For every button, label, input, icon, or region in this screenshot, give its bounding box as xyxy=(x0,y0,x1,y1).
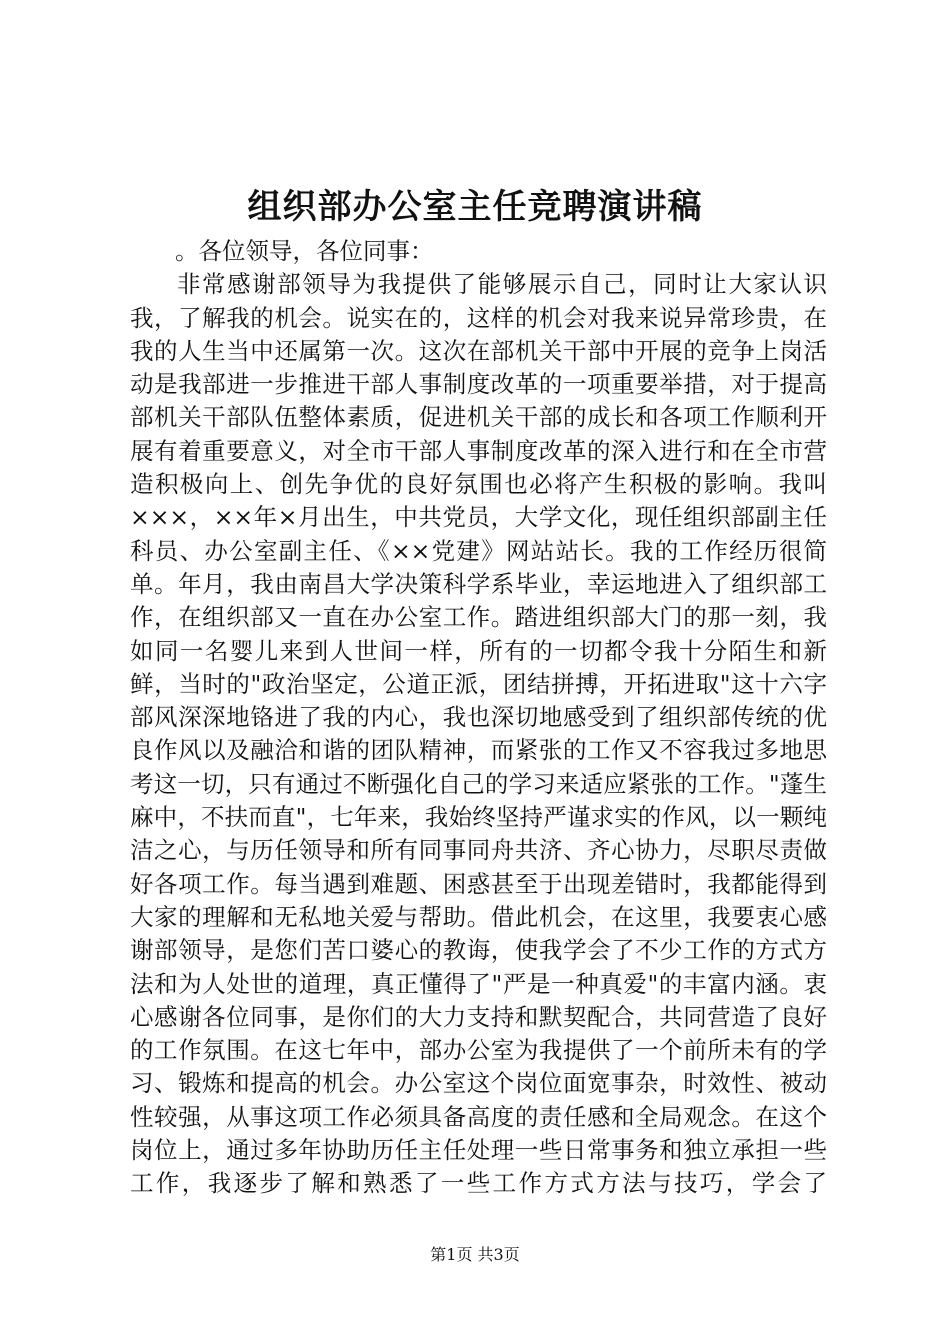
page-number: 第1页 共3页 xyxy=(430,1245,520,1264)
document-title: 组织部办公室主任竞聘演讲稿 xyxy=(247,187,703,227)
salutation: 。各位领导，各位同事： xyxy=(175,237,434,265)
body-paragraph: 非常感谢部领导为我提供了能够展示自己，同时让大家认识我，了解我的机会。说实在的，这样的机会对我来说异常珍贵，在我的人生当中还属第一次。这次在部机关干部中开展的竞争上岗活动是我部进一步推进干部人事制度改革的一项重要举措，对于提高部机关干部队伍整体素质，促进机关干部的成长和各项工作顺利开展有着重要意义，对全市干部人事制度改革的深入进行和在全市营造积极向上、创先争优的良好氛围也必将产生积极的影响。我叫×××，××年×月出生，中共党员，大学文化，现任组织部副主任科员、办公室副主任、《××党建》网站站长。我的工作经历很简单。年月，我由南昌大学决策科学系毕业，幸运地进入了组织部工作，在组织部又一直在办公室工作。踏进组织部大门的那一刻，我如同一名婴儿来到人世间一样，所有的一切都令我十分陌生和新鲜，当时的"政治坚定，公道正派，团结拼搏，开拓进取"这十六字部风深深地铬进了我的内心，我也深切地感受到了组织部传统的优良作风以及融洽和谐的团队精神，而紧张的工作又不容我过多地思考这一切，只有通过不断强化自己的学习来适应紧张的工作。"蓬生麻中，不扶而直"，七年来，我始终坚持严谨求实的作风，以一颗纯洁之心，与历任领导和所有同事同舟共济、齐心协力，尽职尽责做好各项工作。每当遇到难题、困惑甚至于出现差错时，我都能得到大家的理解和无私地关爱与帮助。借此机会，在这里，我要衷心感谢部领导，是您们苦口婆心的教诲，使我学会了不少工作的方式方法和为人处世的道理，真正懂得了"严是一种真爱"的丰富内涵。衷心感谢各位同事，是你们的大力支持和默契配合，共同营造了良好的工作氛围。在这七年中，部办公室为我提供了一个前所未有的学习、锻炼和提高的机会。办公室这个岗位面宽事杂，时效性、被动性较强，从事这项工作必须具备高度的责任感和全局观念。在这个岗位上，通过多年协助历任主任处理一些日常事务和独立承担一些工作，我逐步了解和熟悉了一些工作方式方法与技巧，学会了 xyxy=(130,270,827,1198)
document-body xyxy=(130,235,827,1201)
